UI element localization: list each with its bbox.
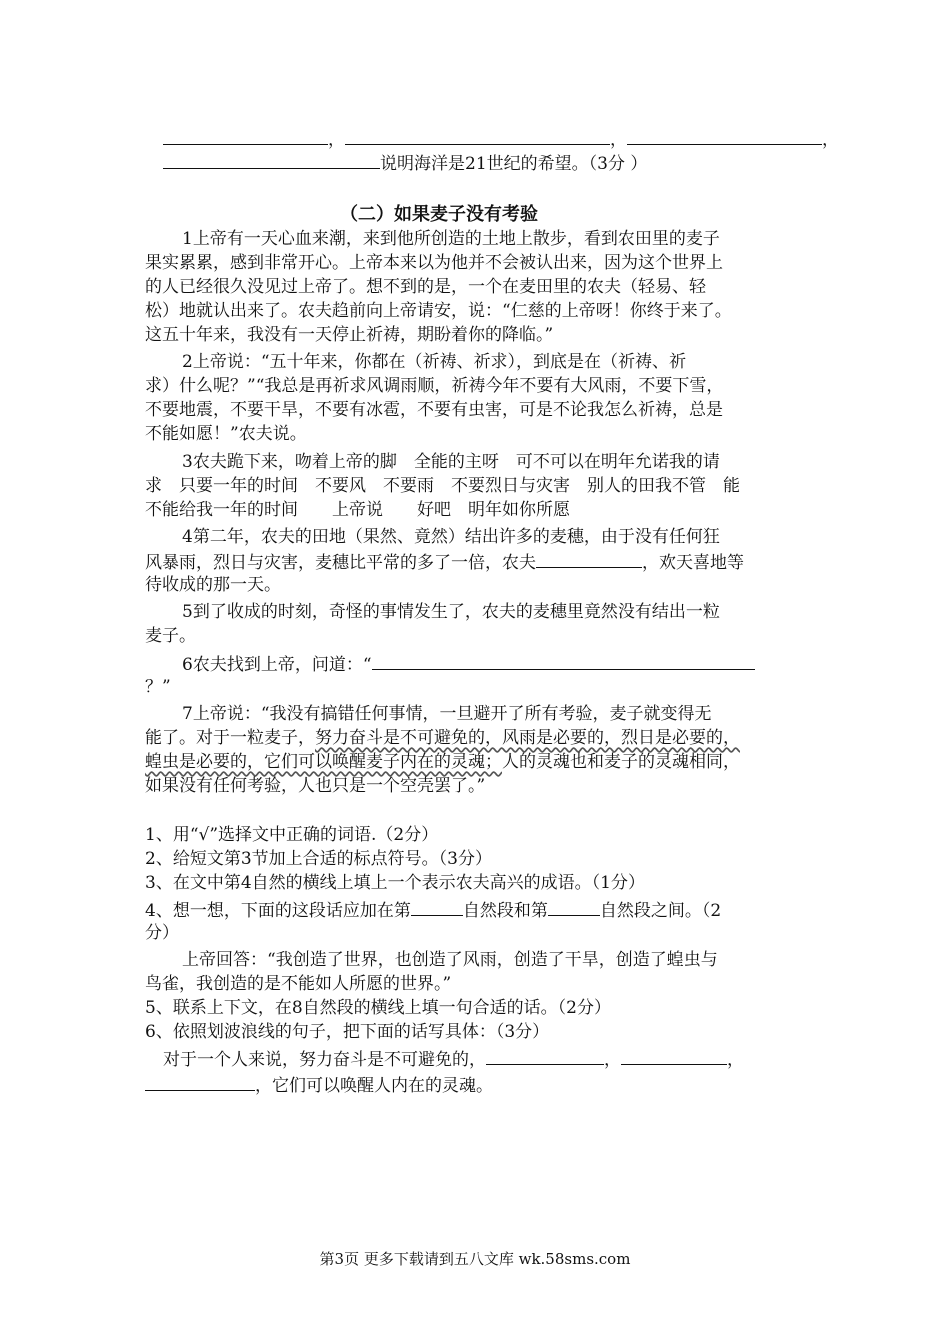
top-fill-line-1: ， ， ，	[163, 126, 839, 152]
paragraph-line: ？”	[145, 677, 171, 697]
answer-blank[interactable]	[411, 897, 463, 916]
answer-blank[interactable]	[163, 126, 328, 145]
paragraph-line: 能了。对于一粒麦子，努力奋斗是不可避免的，风雨是必要的，烈日是必要的，	[145, 728, 740, 748]
paragraph-line: 不能给我一年的时间 上帝说 好吧 明年如你所愿	[145, 500, 570, 520]
paragraph-line: 松）地就认出来了。农夫趋前向上帝请安，说：“仁慈的上帝呀！你终于来了。	[145, 301, 732, 321]
answer-blank[interactable]	[163, 150, 380, 169]
paragraph-line: 蝗虫是必要的，它们可以唤醒麦子内在的灵魂；人的灵魂也和麦子的灵魂相同，	[145, 752, 740, 772]
paragraph-line: 如果没有任何考验，人也只是一个空壳罢了。”	[145, 776, 486, 796]
question-5: 5、联系上下文，在8自然段的横线上填一句合适的话。（2分）	[145, 998, 611, 1018]
paragraph-line: 7上帝说：“我没有搞错任何事情，一旦避开了所有考验，麦子就变得无	[182, 704, 712, 724]
paragraph-line: 5到了收成的时刻，奇怪的事情发生了，农夫的麦穗里竟然没有结出一粒	[182, 602, 720, 622]
paragraph-line-with-blank: 6农夫找到上帝，问道：“	[182, 651, 755, 677]
page-footer: 第3页 更多下载请到五八文库 wk.58sms.com	[319, 1250, 631, 1268]
paragraph-line: 不能如愿！”农夫说。	[145, 424, 307, 444]
answer-blank[interactable]	[145, 1072, 255, 1091]
paragraph-line: 4第二年，农夫的田地（果然、竟然）结出许多的麦穗，由于没有任何狂	[182, 527, 720, 547]
question-6-line-2: ，它们可以唤醒人内在的灵魂。	[145, 1072, 493, 1098]
paragraph-line: 的人已经很久没见过上帝了。想不到的是，一个在麦田里的农夫（轻易、轻	[145, 277, 706, 297]
paragraph-line: 1上帝有一天心血来潮，来到他所创造的土地上散步，看到农田里的麦子	[182, 229, 720, 249]
question-6: 6、依照划波浪线的句子，把下面的话写具体：（3分）	[145, 1022, 550, 1042]
paragraph-line: 求）什么呢？”“我总是再祈求风调雨顺，祈祷今年不要有大风雨，不要下雪，	[145, 376, 724, 396]
passage-title: （二）如果麦子没有考验	[340, 204, 538, 225]
paragraph-line: 2上帝说：“五十年来，你都在（祈祷、祈求），到底是在（祈祷、祈	[182, 352, 687, 372]
question-3: 3、在文中第4自然的横线上填上一个表示农夫高兴的成语。（1分）	[145, 873, 645, 893]
paragraph-line: 这五十年来，我没有一天停止祈祷，期盼着你的降临。”	[145, 325, 554, 345]
quote-line: 鸟雀，我创造的是不能如人所愿的世界。”	[145, 974, 452, 994]
paragraph-line: 不要地震，不要干旱，不要有冰雹，不要有虫害，可是不论我怎么祈祷，总是	[145, 400, 723, 420]
answer-blank[interactable]	[627, 126, 822, 145]
question-2: 2、给短文第3节加上合适的标点符号。（3分）	[145, 849, 492, 869]
question-4: 4、想一想，下面的这段话应加在第 自然段和第 自然段之间。（2	[145, 897, 721, 923]
answer-blank[interactable]	[345, 126, 610, 145]
paragraph-line: 3农夫跪下来，吻着上帝的脚 全能的主呀 可不可以在明年允诺我的请	[182, 452, 720, 472]
answer-blank[interactable]	[621, 1046, 727, 1065]
answer-blank[interactable]	[486, 1046, 604, 1065]
top-fill-line-2: 说明海洋是21世纪的希望。（3分 ）	[163, 150, 647, 176]
paragraph-line: 求 只要一年的时间 不要风 不要雨 不要烈日与灾害 别人的田我不管 能	[145, 476, 740, 496]
question-6-line-1: 对于一个人来说，努力奋斗是不可避免的， ， ，	[163, 1046, 744, 1072]
paragraph-line: 待收成的那一天。	[145, 575, 281, 595]
wavy-underlined-sentence: 蝗虫是必要的，它们可以唤醒麦子内在的灵魂；	[145, 752, 502, 772]
question-blank[interactable]	[372, 651, 755, 670]
paragraph-line-with-blank: 风暴雨，烈日与灾害，麦穗比平常的多了一倍，农夫 ，欢天喜地等	[145, 549, 744, 575]
paragraph-line: 果实累累，感到非常开心。上帝本来以为他并不会被认出来，因为这个世界上	[145, 253, 723, 273]
idiom-blank[interactable]	[536, 549, 642, 568]
paragraph-line: 麦子。	[145, 626, 196, 646]
answer-blank[interactable]	[548, 897, 600, 916]
wavy-underlined-sentence: 努力奋斗是不可避免的，风雨是必要的，烈日是必要的，	[315, 728, 740, 748]
quote-line: 上帝回答：“我创造了世界，也创造了风雨，创造了干旱，创造了蝗虫与	[182, 950, 718, 970]
question-4-cont: 分）	[145, 923, 179, 943]
question-1: 1、用“√”选择文中正确的词语.（2分）	[145, 825, 439, 845]
